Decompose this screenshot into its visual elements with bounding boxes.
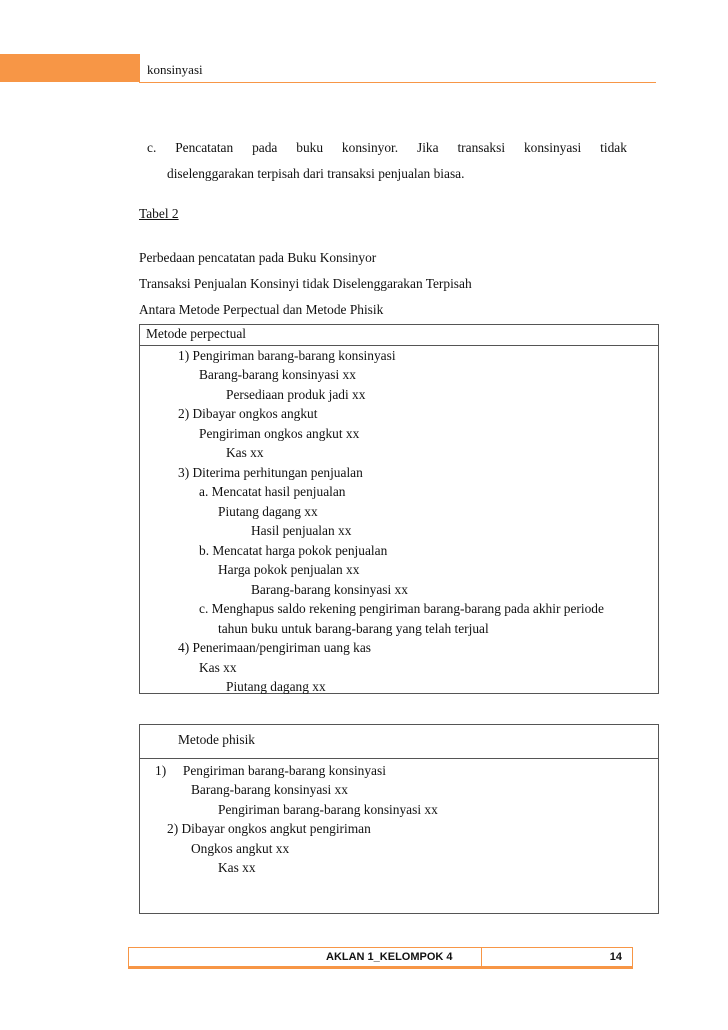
list-item: c. Menghapus saldo rekening pengiriman barang-barang pada akhir periode — [199, 601, 604, 616]
list-item: 1) Pengiriman barang-barang konsinyasi — [178, 348, 396, 363]
perpectual-table — [139, 324, 659, 694]
intro-word: konsinyor. — [341, 140, 399, 155]
intro-word: Jika — [416, 140, 439, 155]
list-item: Persediaan produk jadi xx — [226, 387, 366, 402]
intro-word: transaksi — [457, 140, 506, 155]
list-item: tahun buku untuk barang-barang yang telah terjual — [218, 621, 489, 636]
perpectual-header — [140, 325, 658, 346]
list-item: Pengiriman ongkos angkut xx — [199, 426, 360, 441]
list-item: Ongkos angkut xx — [191, 841, 290, 856]
footer-title: AKLAN 1_KELOMPOK 4 — [326, 951, 453, 963]
list-item: 1) Pengiriman barang-barang konsinyasi — [155, 763, 386, 778]
list-item: Kas xx — [226, 445, 264, 460]
intro-line-1 — [147, 140, 627, 156]
intro-word: buku — [296, 140, 324, 155]
list-item: 4) Penerimaan/pengiriman uang kas — [178, 640, 371, 655]
list-item: Kas xx — [199, 660, 237, 675]
phisik-header — [140, 725, 658, 759]
phisik-title: Metode phisik — [178, 732, 255, 747]
list-item: 2) Dibayar ongkos angkut pengiriman — [167, 821, 371, 836]
list-item: Barang-barang konsinyasi xx — [251, 582, 408, 597]
list-item: Barang-barang konsinyasi xx — [191, 782, 348, 797]
list-item: Barang-barang konsinyasi xx — [199, 367, 356, 382]
caption-line-1: Perbedaan pencatatan pada Buku Konsinyor — [139, 250, 377, 265]
list-item: 2) Dibayar ongkos angkut — [178, 406, 318, 421]
list-item: Piutang dagang xx — [226, 679, 326, 694]
footer-divider — [481, 948, 482, 966]
list-item: Harga pokok penjualan xx — [218, 562, 360, 577]
list-item: Hasil penjualan xx — [251, 523, 352, 538]
intro-word: pada — [252, 140, 278, 155]
intro-marker: c. — [147, 140, 157, 155]
intro-word: konsinyasi — [523, 140, 582, 155]
list-item: Piutang dagang xx — [218, 504, 318, 519]
header-rule — [139, 82, 656, 83]
page-number: 14 — [609, 951, 622, 963]
intro-line-2: diselenggarakan terpisah dari transaksi penjualan biasa. — [167, 166, 465, 181]
intro-word: tidak — [600, 140, 627, 155]
list-item: Kas xx — [218, 860, 256, 875]
list-item: 3) Diterima perhitungan penjualan — [178, 465, 363, 480]
header-divider — [139, 54, 140, 83]
intro-word: Pencatatan — [175, 140, 234, 155]
header-title: konsinyasi — [147, 62, 203, 77]
list-item: b. Mencatat harga pokok penjualan — [199, 543, 388, 558]
list-item: a. Mencatat hasil penjualan — [199, 484, 346, 499]
list-item: Pengiriman barang-barang konsinyasi xx — [218, 802, 438, 817]
table-label: Tabel 2 — [139, 206, 179, 221]
perpectual-title: Metode perpectual — [146, 326, 247, 341]
header-accent-bar — [0, 54, 139, 82]
phisik-table — [139, 724, 659, 914]
caption-line-3: Antara Metode Perpectual dan Metode Phisik — [139, 302, 384, 317]
page-footer — [128, 947, 633, 969]
caption-line-2: Transaksi Penjualan Konsinyi tidak Diselenggarakan Terpisah — [139, 276, 472, 291]
